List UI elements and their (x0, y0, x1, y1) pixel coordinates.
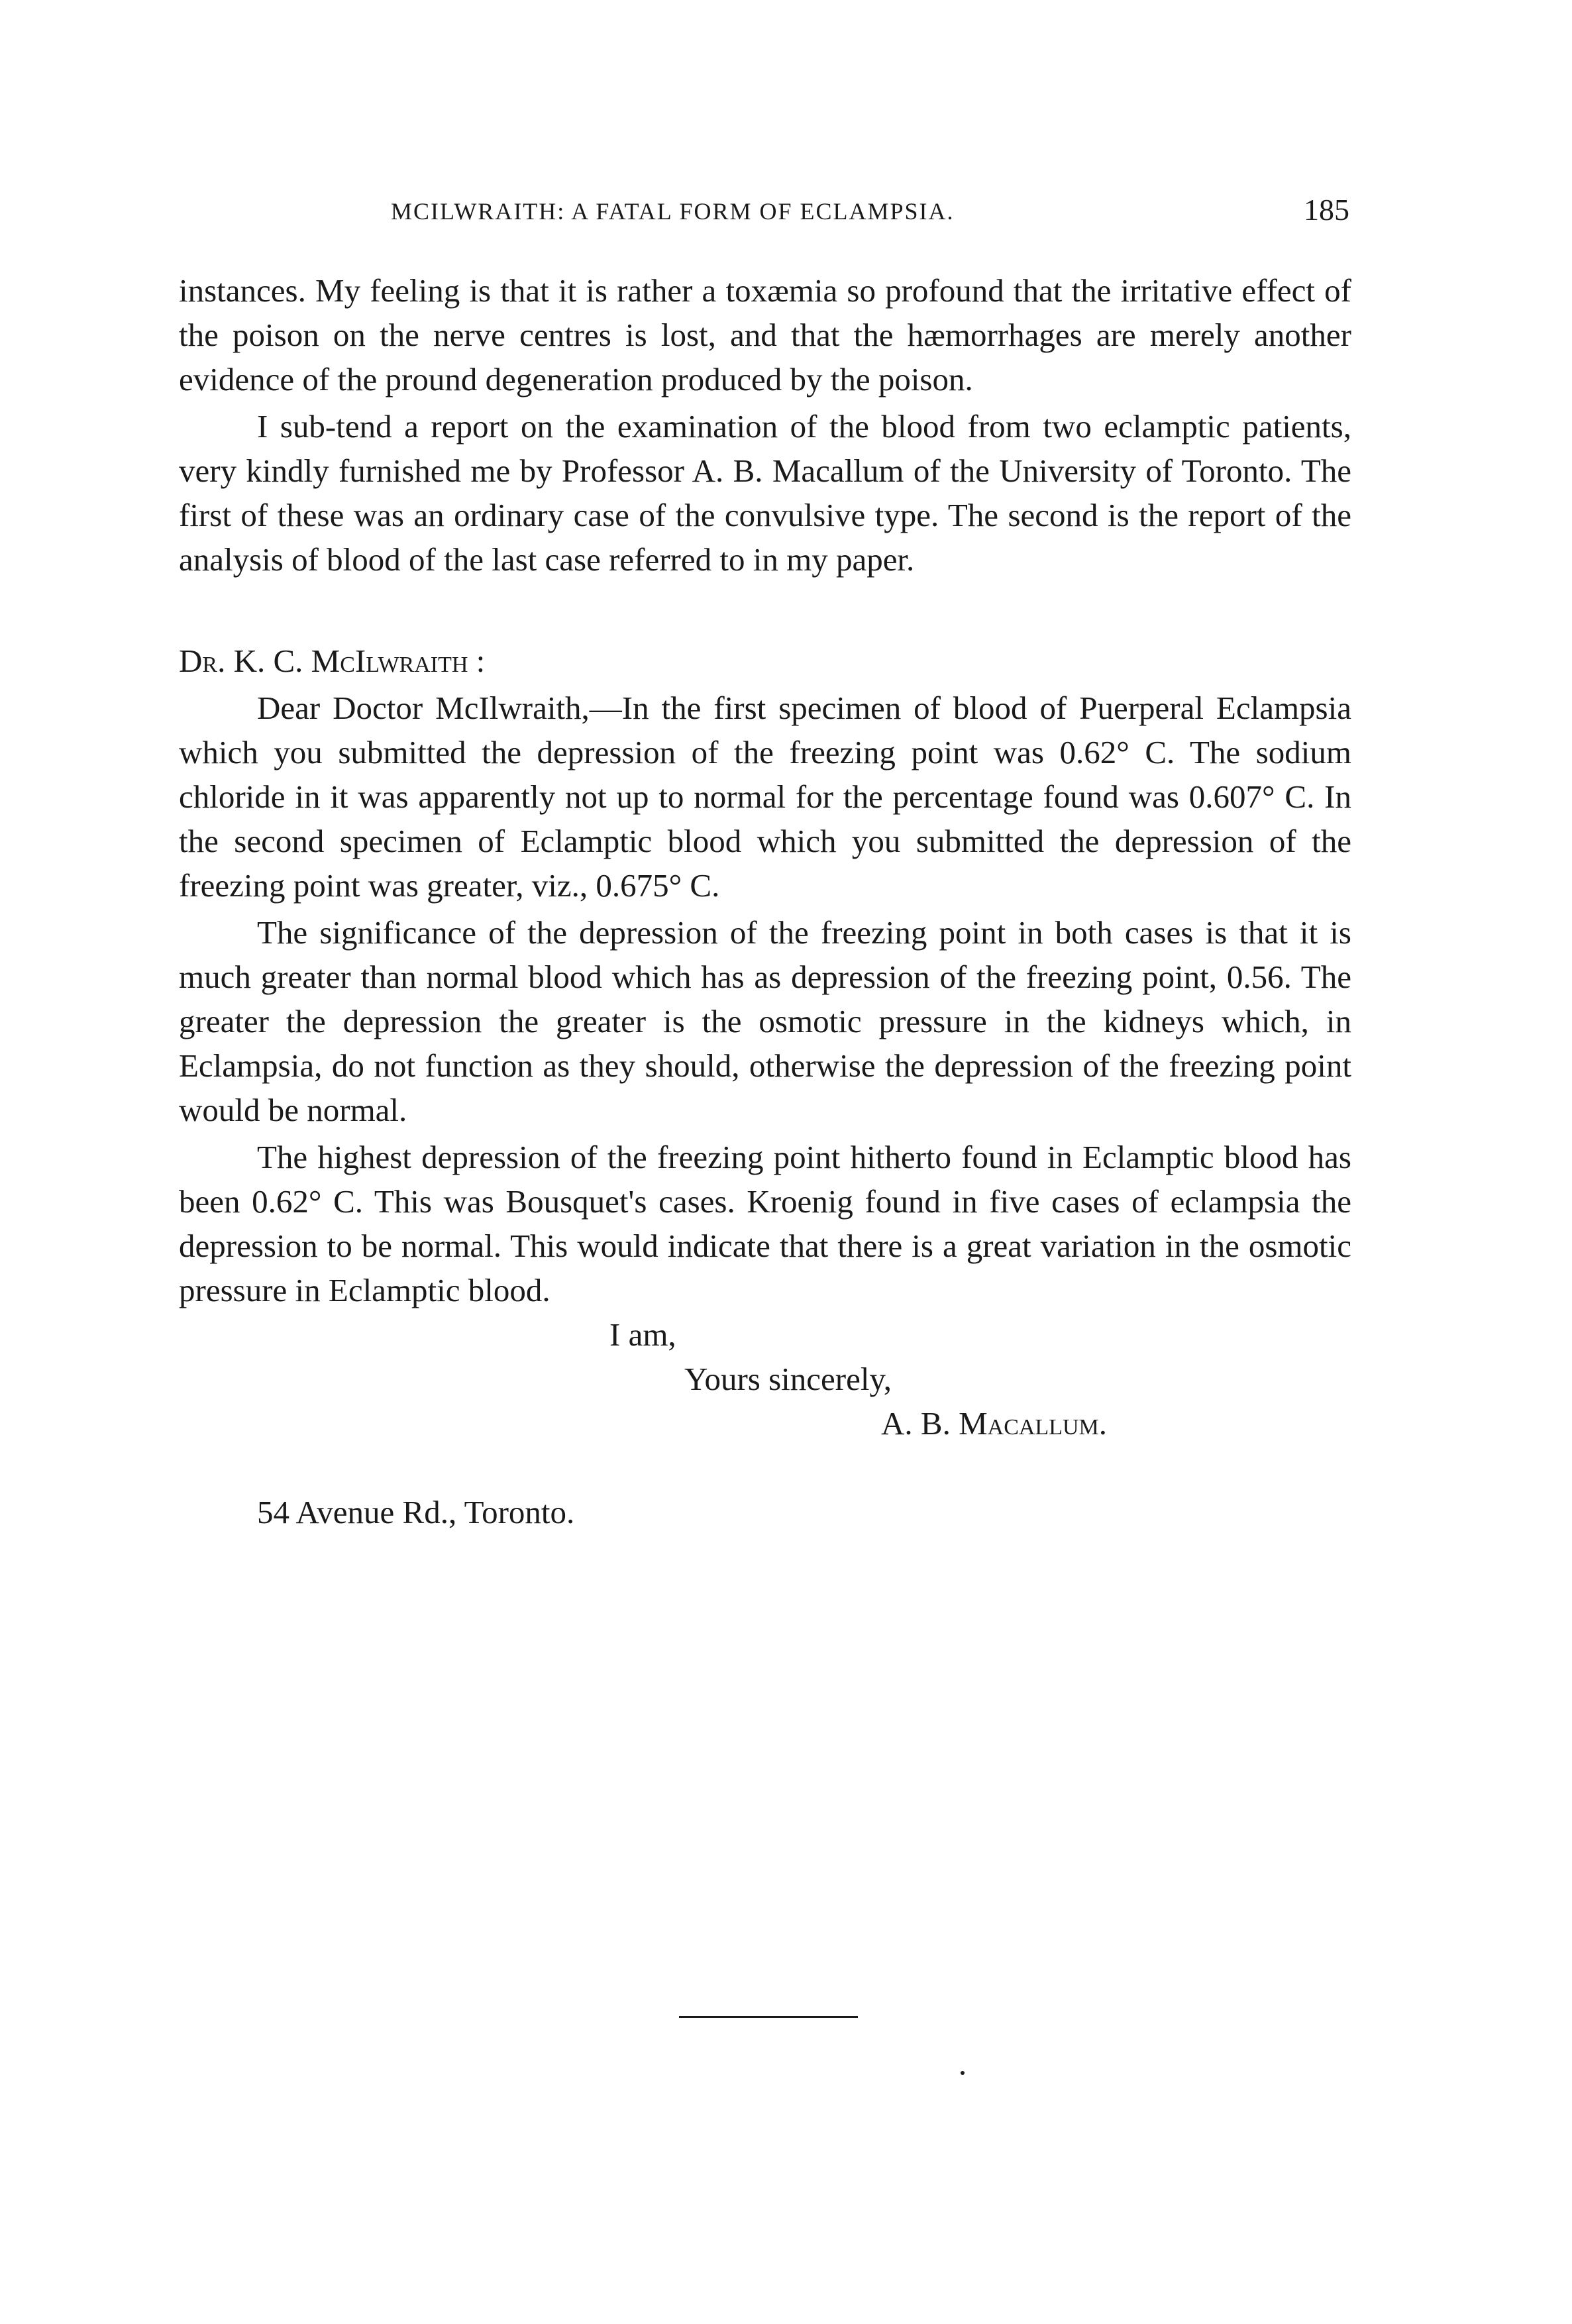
letter-closing: I am, (609, 1316, 676, 1353)
page-number: 185 (1304, 193, 1349, 227)
section-rule (679, 2016, 858, 2018)
letter-signature: A. B. Macallum. (881, 1405, 1107, 1442)
letter-paragraph: Dear Doctor McIlwraith,—In the first specimen of blood of Puerperal Eclampsia which you submitted the depression of the freezing point was 0.62° C. The sodium chloride in it was apparently not up to normal for the percentage found was 0.607° C. In the second specimen of Eclamptic blood which you submitted the depression of the freezing point was greater, viz., 0.675° C. (179, 690, 1351, 904)
letter-paragraph: The highest depression of the freezing point hitherto found in Eclamptic blood has been 0.62° C. This was Bousquet's cases. Kroenig found in five cases of eclampsia the depression to be normal. This would indicate that there is a great variation in the osmotic pressure in Eclamptic blood. (179, 1139, 1351, 1308)
letter-valediction: Yours sincerely, (684, 1361, 892, 1397)
running-head: MCILWRAITH: A FATAL FORM OF ECLAMPSIA. (391, 198, 955, 225)
page-body (179, 268, 1351, 1534)
body-paragraph: I sub-tend a report on the examination of the blood from two eclamptic patients, very kindly furnished me by Professor A. B. Macallum of the University of Toronto. The first of these was an ordinary case of the convulsive type. The second is the report of the analysis of blood of the last case referred to in my paper. (179, 408, 1351, 578)
letter-paragraph: The significance of the depression of the freezing point in both cases is that it is much greater than normal blood which has as depression of the freezing point, 0.56. The greater the depression the greater is the osmotic pressure in the kidneys which, in Eclampsia, do not function as they should, otherwise the depression of the freezing point would be normal. (179, 914, 1351, 1128)
letter-address: 54 Avenue Rd., Toronto. (257, 1494, 575, 1530)
letter-salutation: Dr. K. C. McIlwraith : (179, 643, 486, 679)
print-speck (961, 2071, 965, 2075)
body-paragraph: instances. My feeling is that it is rather a toxæmia so profound that the irritative effect of the poison on the nerve centres is lost, and that the hæmorrhages are merely another evidence of the pround degeneration produced by the poison. (179, 272, 1351, 397)
page-header (179, 192, 1349, 238)
